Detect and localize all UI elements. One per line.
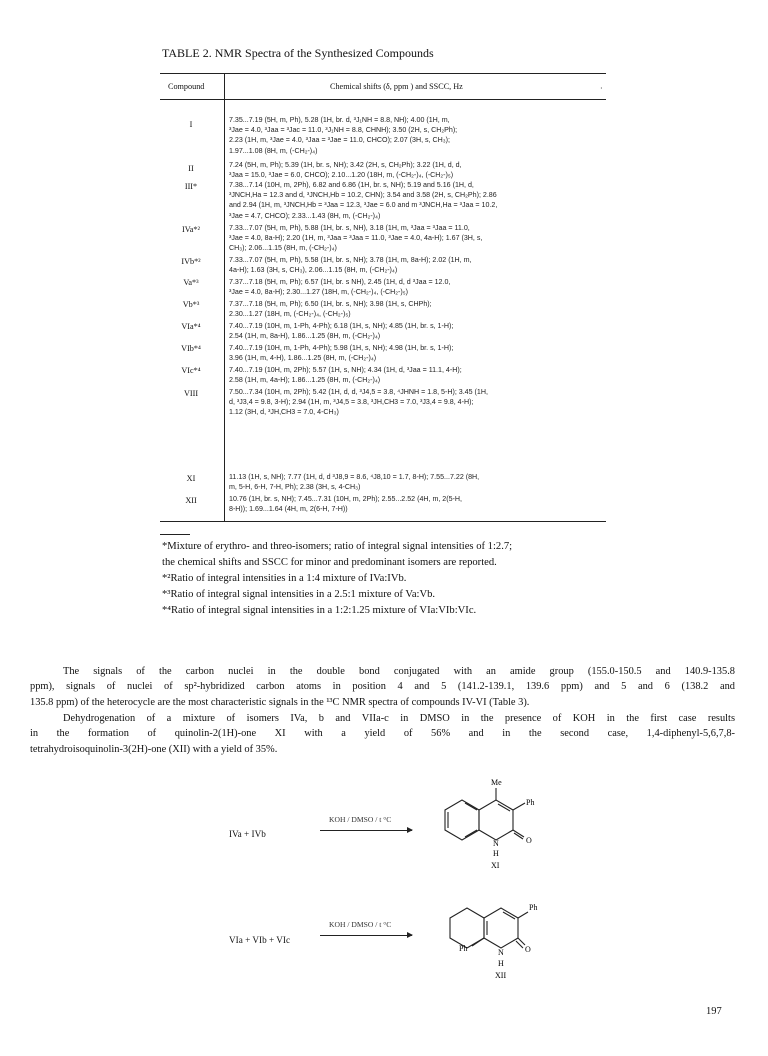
- reactants-label: IVa + IVb: [229, 829, 266, 839]
- shift-line: 7.33...7.07 (5H, m, Ph), 5.88 (1H, br. s, NH), 3.18 (1H, m, ³Jaa = ³Jaa = 11.0,: [229, 224, 470, 232]
- chemical-shift-cell: [229, 160, 604, 180]
- shift-line: m, 5-H, 6-H, 7-H, Ph); 2.38 (3H, s, 4-CH₃): [229, 483, 361, 492]
- compound-id: IVb*²: [181, 257, 201, 266]
- shift-line: 3.96 (1H, m, 4-H), 1.86...1.25 (8H, m, (-CH₂-)₄): [229, 354, 377, 363]
- compound-id: IVa*²: [182, 225, 200, 234]
- compound-id: VIII: [183, 389, 199, 398]
- body-paragraph: [30, 664, 735, 710]
- header-mark: ·: [600, 84, 603, 93]
- shift-line: 7.38...7.14 (10H, m, 2Ph), 6.82 and 6.86 (1H, br. s, NH); 5.19 and 5.16 (1H, d,: [229, 181, 474, 189]
- reactants-label: VIa + VIb + VIc: [229, 935, 291, 945]
- compound-id: VIb*⁴: [181, 344, 201, 353]
- chemical-shift-cell: [229, 365, 604, 385]
- h-label: H: [498, 959, 504, 968]
- footnote-rule: [160, 534, 190, 535]
- shift-line: d, ³J3,4 = 9.8, 3-H); 2.94 (1H, m, ³J4,5 = 3.8, ³JH,CH3 = 7.0, ³J3,4 = 9.8, 4-H);: [229, 398, 474, 407]
- footnote: *Mixture of erythro- and threo-isomers; ratio of integral signal intensities of 1:2.7;: [162, 541, 513, 552]
- chemical-shift-cell: [229, 494, 604, 514]
- text-line: Dehydrogenation of a mixture of isomers IVa, b and VIIa-c in DMSO in the presence of KOH in the first case results: [63, 713, 735, 724]
- isoquinolinone-structure-xii: [425, 888, 550, 1000]
- compound-id: VIc*⁴: [181, 366, 201, 375]
- shift-line: 7.50...7.34 (10H, m, 2Ph); 5.42 (1H, d, d, ³J4,5 = 3.8, ⁴JHNH = 1.8, 5-H); 3.45 (1H,: [229, 388, 488, 396]
- shift-line: and 2.94 (1H, m, ³JNCH,Hb = ³Jaa = 12.3, ³Jae = 6.0 and m ³JNCH,Ha = ³Jaa = 10.2,: [229, 201, 498, 210]
- reaction-conditions: KOH / DMSO / t °C: [329, 815, 392, 824]
- shift-line: ³Jae = 4.0, ³Jaa = ³Jac = 11.0, ³J₁NH = 8.8, CHNH); 3.50 (2H, s, CH₂Ph);: [229, 126, 458, 135]
- table-header-rule: [160, 99, 606, 100]
- compound-id: Va*³: [183, 278, 199, 287]
- shift-line: ³Jaa = 15.0, ³Jae = 6.0, CHCO); 2.10...1.20 (18H, m, (-CH₂-)₄, (-CH₂-)₅): [229, 171, 454, 180]
- shift-line: 1.12 (3H, d, ³JH,CH3 = 7.0, 4-CH₃): [229, 408, 339, 417]
- shift-line: ³Jae = 4.0, 8a-H); 2.20 (1H, m, ³Jaa = ³Jaa = 11.0, ³Jae = 4.0, 4a-H); 1.67 (3H, s,: [229, 234, 483, 243]
- shift-line: 7.33...7.07 (5H, m, Ph), 5.58 (1H, br. s, NH); 3.78 (1H, m, 8a-H); 2.02 (1H, m,: [229, 256, 472, 264]
- text-line: tetrahydroisoquinolin-3(2H)-one (XII) with a yield of 35%.: [30, 743, 278, 755]
- footnote: *⁴Ratio of integral signal intensities in a 1:2:1.25 mixture of VIa:VIb:VIc.: [162, 605, 477, 616]
- footnote: *²Ratio of integral intensities in a 1:4 mixture of IVa:IVb.: [162, 573, 407, 584]
- shift-line: 2.54 (1H, m, 8a-H), 1.86...1.25 (8H, m, (-CH₂-)₄): [229, 332, 381, 341]
- compound-id: II: [188, 164, 194, 173]
- body-paragraph: [30, 711, 735, 757]
- shift-line: CH₃); 2.06...1.15 (8H, m, (-CH₂-)₄): [229, 244, 337, 253]
- h-label: H: [493, 849, 499, 858]
- table-title: TABLE 2. NMR Spectra of the Synthesized Compounds: [162, 46, 434, 60]
- shift-line: 7.24 (5H, m, Ph); 5.39 (1H, br. s, NH); 3.42 (2H, s, CH₂Ph); 3.22 (1H, d, d,: [229, 161, 462, 169]
- chemical-shift-cell: [229, 115, 604, 156]
- shift-line: ³Jae = 4.7, CHCO); 2.33...1.43 (8H, m, (-CH₂-)₄): [229, 211, 381, 220]
- text-line: ppm), signals of nuclei of sp²-hybridized carbon atoms in position 4 and 5 (141.2-139.1, 139.6 ppm) and 5 and 6 (138.2 and: [30, 681, 735, 693]
- chemical-shift-cell: [229, 277, 604, 297]
- table-top-rule: [160, 73, 606, 74]
- chemical-shift-cell: [229, 255, 604, 275]
- compound-id: VIa*⁴: [181, 322, 201, 331]
- chemical-shift-cell: [229, 299, 604, 319]
- chemical-shift-cell: [229, 321, 604, 341]
- n-label: N: [493, 839, 499, 848]
- compound-id: III*: [184, 182, 198, 191]
- shift-line: 2.58 (1H, m, 4a-H); 1.86...1.25 (8H, m, (-CH₂-)₄): [229, 376, 381, 385]
- shift-line: 1.97...1.08 (8H, m, (-CH₂-)₄): [229, 146, 318, 155]
- shift-line: 7.40...7.19 (10H, m, 1-Ph, 4-Ph); 5.98 (1H, s, NH); 4.98 (1H, br. s, 1-H);: [229, 344, 454, 352]
- table-column-divider: [224, 73, 225, 521]
- product-label-xii: XII: [495, 971, 507, 980]
- shift-line: 7.40...7.19 (10H, m, 2Ph); 5.57 (1H, s, NH); 4.34 (1H, d, ³Jaa = 11.1, 4-H);: [229, 366, 462, 374]
- chemical-shift-cell: [229, 387, 604, 418]
- o-label: O: [525, 945, 531, 954]
- compound-id: XII: [185, 496, 197, 505]
- chemical-shift-cell: [229, 472, 604, 492]
- n-label: N: [498, 948, 504, 957]
- reaction-arrow: [320, 935, 412, 936]
- header-compound: Compound: [168, 82, 205, 91]
- shift-line: ³JNCH,Ha = 12.3 and d, ³JNCH,Hb = 10.2, CHN); 3.54 and 3.58 (2H, s, CH₂Ph); 2.86: [229, 191, 497, 200]
- header-chemical-shifts: Chemical shifts (δ, ppm ) and SSCC, Hz: [330, 82, 463, 91]
- shift-line: 2.30...1.27 (18H, m, (-CH₂-)₄, (-CH₂-)₅): [229, 310, 351, 319]
- chemical-shift-cell: [229, 223, 604, 254]
- chemical-shift-cell: [229, 180, 604, 221]
- o-label: O: [526, 836, 532, 845]
- compound-id: Vb*³: [182, 300, 200, 309]
- shift-line: 7.40...7.19 (10H, m, 1-Ph, 4-Ph); 6.18 (1H, s, NH); 4.85 (1H, br. s, 1-H);: [229, 322, 454, 330]
- shift-line: 2.23 (1H, m, ³Jae = 4.0, ³Jaa = ³Jae = 11.0, CHCO); 2.07 (3H, s, CH₃);: [229, 136, 450, 145]
- text-line: 135.8 ppm) of the heterocycle are the most characteristic signals in the ¹³C NMR spectra of compounds IV-VI (Table 3).: [30, 696, 530, 708]
- shift-line: ³Jae = 4.0, 8a-H); 2.30...1.27 (18H, m, (-CH₂-)₄, (-CH₂-)₅): [229, 288, 408, 297]
- shift-line: 11.13 (1H, s, NH); 7.77 (1H, d, d ³J8,9 = 8.6, ⁴J8,10 = 1.7, 8-H); 7.55...7.22 (8H,: [229, 473, 480, 481]
- product-label-xi: XI: [491, 861, 500, 870]
- footnote: the chemical shifts and SSCC for minor and predominant isomers are reported.: [162, 557, 497, 568]
- shift-line: 7.37...7.18 (5H, m, Ph); 6.50 (1H, br. s, NH); 3.98 (1H, s, CHPh);: [229, 300, 432, 308]
- compound-id: XI: [186, 474, 196, 483]
- shift-line: 7.37...7.18 (5H, m, Ph); 6.57 (1H, br. s NH), 2.45 (1H, d, d ³Jaa = 12.0,: [229, 278, 451, 286]
- table-bottom-rule: [160, 521, 606, 522]
- page-number: 197: [706, 1006, 722, 1017]
- shift-line: 10.76 (1H, br. s, NH); 7.45...7.31 (10H, m, 2Ph); 2.55...2.52 (4H, m, 2(5-H,: [229, 495, 463, 503]
- me-label: Me: [491, 778, 502, 787]
- ph-label: Ph: [529, 903, 538, 912]
- ph-label: Ph: [526, 798, 535, 807]
- footnote: *³Ratio of integral signal intensities in a 2.5:1 mixture of Va:Vb.: [162, 589, 436, 600]
- reaction-conditions: KOH / DMSO / t °C: [329, 920, 392, 929]
- ph-label: Ph: [459, 944, 468, 953]
- compound-id: I: [189, 120, 193, 129]
- chemical-shift-cell: [229, 343, 604, 363]
- text-line: The signals of the carbon nuclei in the double bond conjugated with an amide group (155.0-150.5 and 140.9-135.8: [63, 666, 735, 677]
- shift-line: 8-H)); 1.69...1.64 (4H, m, 2(6-H, 7-H)): [229, 505, 348, 514]
- text-line: in the formation of quinolin-2(1H)-one XI with a yield of 56% and in the second case, 1,4-diphenyl-5,6,7,8-: [30, 728, 735, 740]
- quinolinone-structure-xi: [425, 770, 550, 880]
- shift-line: 7.35...7.19 (5H, m, Ph), 5.28 (1H, br. d, ³J₁NH = 8.8, NH); 4.00 (1H, m,: [229, 116, 450, 124]
- shift-line: 4a-H); 1.63 (3H, s, CH₃), 2.06...1.15 (8H, m, (-CH₂-)₄): [229, 266, 398, 275]
- reaction-arrow: [320, 830, 412, 831]
